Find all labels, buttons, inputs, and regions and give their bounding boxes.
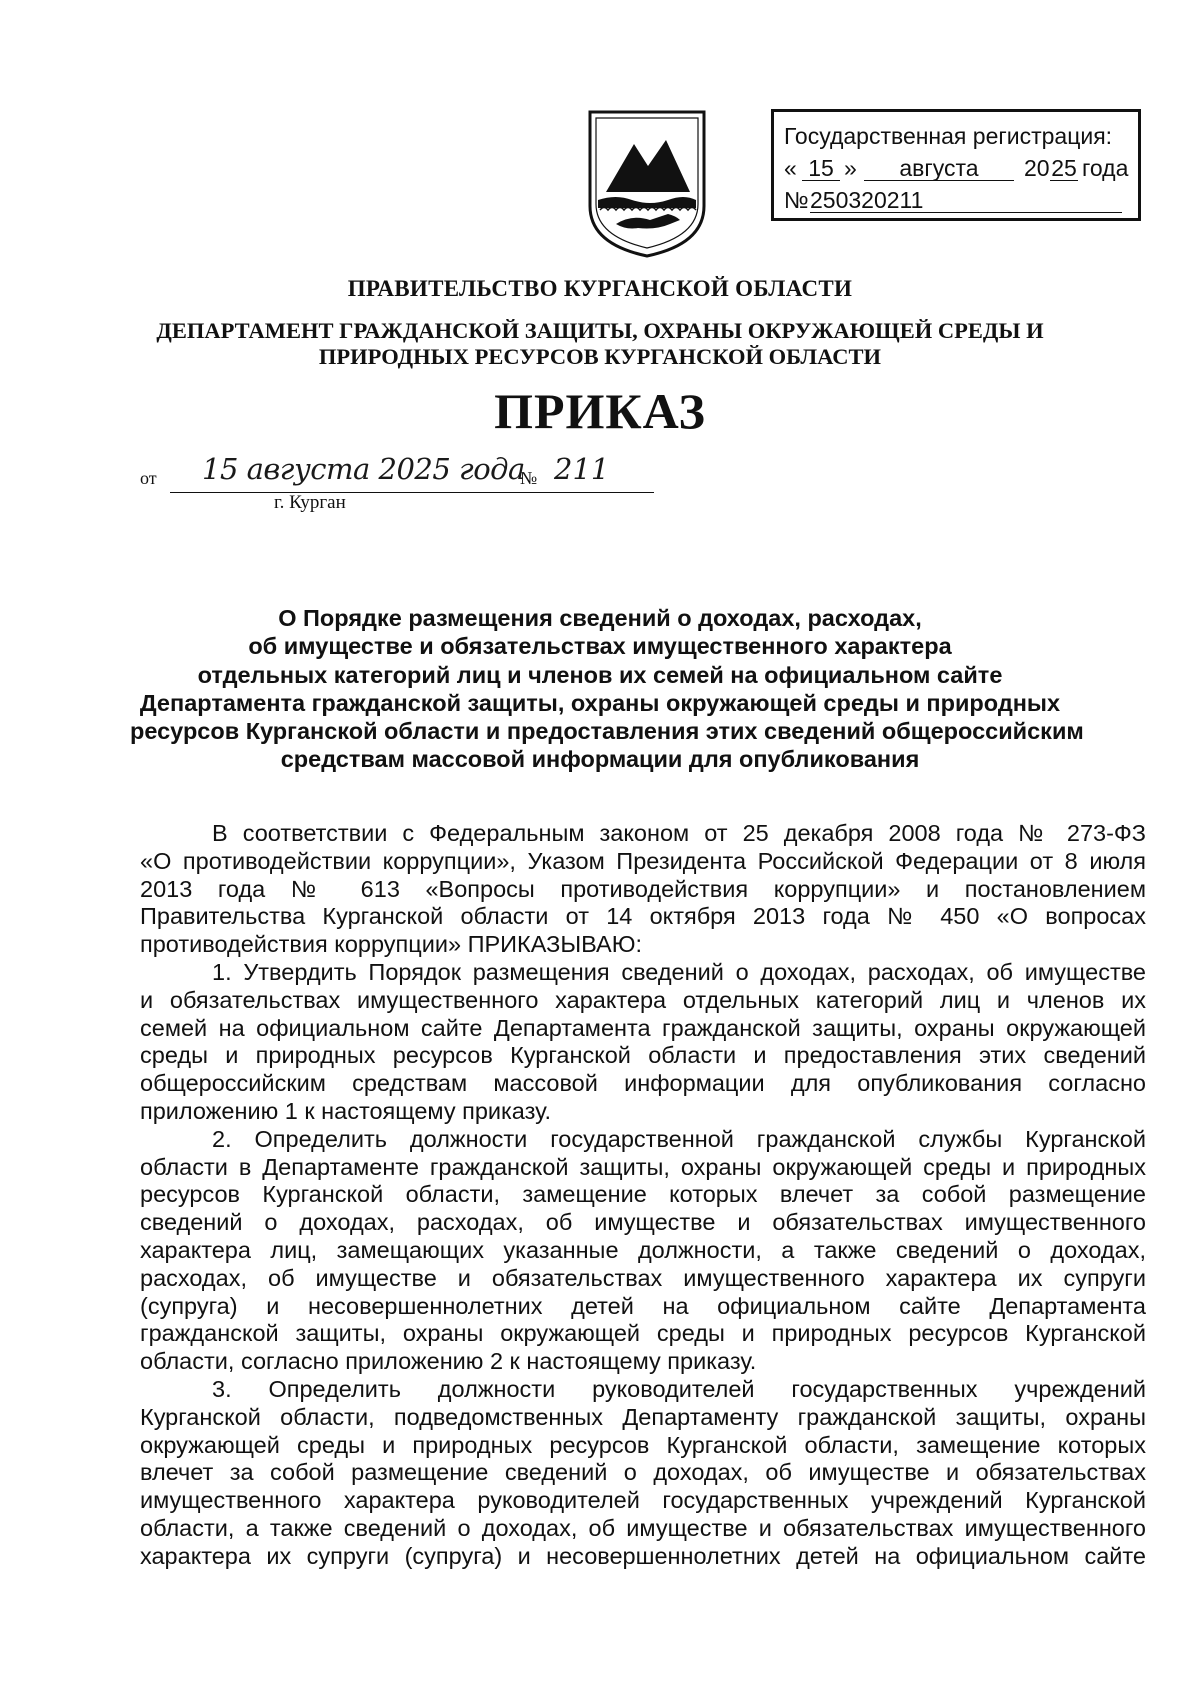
registration-date-row [784,152,1128,184]
order-date-handwritten: 15 августа 2025 года [202,452,525,486]
body-line: окружающей среды и природных ресурсов Курганской области, замещение которых [140,1431,1146,1458]
body-line: Курганской области, подведомственных Департаменту гражданской защиты, охраны [140,1403,1146,1430]
body-line: гражданской защиты, охраны окружающей среды и природных ресурсов Курганской [140,1320,1146,1347]
body-line: 2. Определить должности государственной гражданской службы Курганской [212,1125,1146,1152]
registration-month: августа [864,152,1014,181]
order-city: г. Курган [274,492,346,513]
document-type-title: ПРИКАЗ [494,383,706,439]
subject-line: отдельных категорий лиц и членов их семей на официальном сайте [197,661,1003,688]
registration-number-row [784,184,1128,216]
body-line: среды и природных ресурсов Курганской области и предоставления этих сведений [140,1042,1146,1069]
body-line: области, а также сведений о доходах, об имуществе и обязательствах имущественного [140,1514,1146,1541]
body-line: и обязательствах имущественного характера отдельных категорий лиц и членов их [140,986,1146,1013]
body-line: 1. Утвердить Порядок размещения сведений о доходах, расходах, об имуществе [212,958,1146,985]
registration-year-prefix: 20 [1024,155,1050,181]
body-line: области в Департаменте гражданской защиты, охраны окружающей среды и природных [140,1153,1146,1180]
registration-year-suffix: 25 [1050,152,1078,181]
body-line: характера их супруги (супруга) и несовершеннолетних детей на официальном сайте [140,1542,1146,1569]
department-title-line1: ДЕПАРТАМЕНТ ГРАЖДАНСКОЙ ЗАЩИТЫ, ОХРАНЫ ОКРУЖАЮЩЕЙ СРЕДЫ И [156,318,1044,343]
body-line: «О противодействии коррупции», Указом Президента Российской Федерации от 8 июля [140,847,1146,874]
body-line: В соответствии с Федеральным законом от 25 декабря 2008 года № 273-ФЗ [212,820,1146,846]
department-title-line2: ПРИРОДНЫХ РЕСУРСОВ КУРГАНСКОЙ ОБЛАСТИ [318,344,882,369]
order-date-underline [170,492,654,493]
subject-line: Департамента гражданской защиты, охраны окружающей среды и природных [139,689,1061,716]
order-subject [130,604,1084,774]
registration-date-open: « [784,155,797,181]
order-body [140,820,1146,1571]
subject-line: О Порядке размещения сведений о доходах, расходах, [278,605,922,631]
body-line: расходах, об имуществе и обязательствах имущественного характера их супруги [140,1264,1146,1291]
body-line: (супруга) и несовершеннолетних детей на официальном сайте Департамента [140,1292,1146,1319]
body-line: влечет за собой размещение сведений о доходах, об имуществе и обязательствах [140,1459,1146,1486]
subject-line: об имуществе и обязательствах имущественного характера [248,633,952,660]
coat-of-arms-emblem [586,108,708,258]
body-line: области, согласно приложению 2 к настоящему приказу. [140,1348,757,1375]
registration-day: 15 [802,152,840,181]
subject-line: средствам массовой информации для опубликования [280,746,920,773]
body-line: приложению 1 к настоящему приказу. [140,1097,552,1124]
body-line: сведений о доходах, расходах, об имуществе и обязательствах имущественного [140,1209,1146,1236]
order-number-handwritten: 211 [554,452,610,486]
registration-year-word: года [1082,155,1129,181]
order-from-label: от [140,468,157,488]
body-line: семей на официальном сайте Департамента гражданской защиты, охраны окружающей [140,1014,1146,1041]
order-date-number-line [140,452,660,512]
body-line: ресурсов Курганской области, замещение которых влечет за собой размещение [140,1181,1146,1208]
body-line: общероссийским средствам массовой информации для опубликования согласно [140,1070,1146,1097]
subject-line: ресурсов Курганской области и предоставления этих сведений общероссийским [130,718,1084,745]
registration-number-prefix: № [784,187,809,213]
body-line: 3. Определить должности руководителей государственных учреждений [212,1375,1146,1402]
registration-stamp [771,109,1141,221]
body-line: имущественного характера руководителей государственных учреждений Курганской [140,1487,1146,1514]
body-line: Правительства Курганской области от 14 октября 2013 года № 450 «О вопросах [140,903,1146,930]
body-line: 2013 года № 613 «Вопросы противодействия коррупции» и постановлением [140,875,1146,902]
registration-number: 250320211 [810,184,1122,213]
order-number-label: № [520,468,538,488]
body-line: противодействия коррупции» ПРИКАЗЫВАЮ: [140,931,642,958]
government-title: ПРАВИТЕЛЬСТВО КУРГАНСКОЙ ОБЛАСТИ [347,276,853,301]
registration-title: Государственная регистрация: [784,123,1113,149]
registration-date-close: » [844,155,857,181]
body-line: характера лиц, замещающих указанные должности, а также сведений о доходах, [140,1236,1146,1263]
